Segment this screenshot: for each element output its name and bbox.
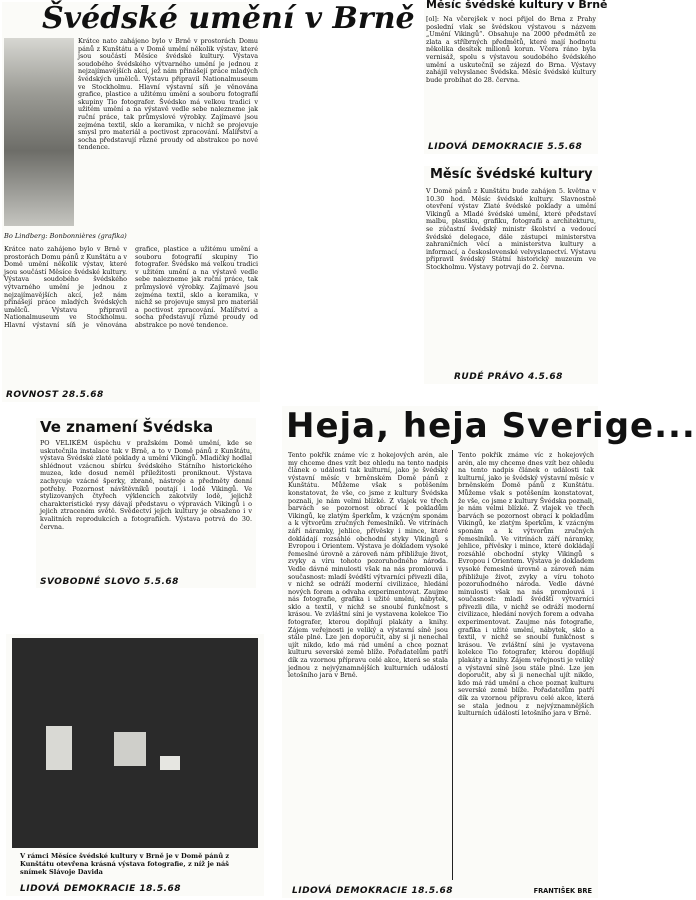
source-label: SVOBODNÉ SLOVO 5.5.68 xyxy=(40,577,179,587)
source-label: LIDOVÁ DEMOKRACIE 18.5.68 xyxy=(20,884,182,894)
source-label: LIDOVÁ DEMOKRACIE 18.5.68 xyxy=(292,886,454,896)
clipping-photo-vystava xyxy=(6,634,264,896)
source-label: ROVNOST 28.5.68 xyxy=(6,390,104,400)
author-label: FRANTIŠEK BRE xyxy=(533,887,592,895)
photo-caption: V rámci Měsíce švédské kultury v Brně je v Domě pánů z Kunštátu otevřena krásná výstava fotografie, z níž je náš snímek Slávoje Davida xyxy=(20,852,230,876)
article-body-continued: Krátce nato zahájeno bylo v Brně v prostorách Domu pánů z Kunštátu a v Domě umění několik výstav, které jsou součástí Měsíce švédské kultury. Výstava soudobého švédského výtvarného umění je jednou z nejzajímavějších akcí, jež nám přinášejí práce mladých švédských umělců. Výstavu připravil Nationalmuseum ve Stockholmu. Hlavní výstavní síň je věnována grafice, plastice a užitému umění a souboru fotografií skupiny Tio fotografer. Švédsko má velkou tradici v užitém umění a na výstavě vedle sebe nalezneme jak ruční práce, tak průmyslové výrobky. Zajímavé jsou zejména textil, sklo a keramika, v nichž se projevuje smysl pro materiál a poctivost zpracování. Malířství a socha představují různé proudy od abstrakce po nové tendence. xyxy=(4,245,258,329)
article-title: Měsíc švédské kultury v Brně xyxy=(426,0,608,11)
article-title: Švédské umění v Brně xyxy=(42,1,415,36)
article-body: Krátce nato zahájeno bylo v Brně v prostorách Domu pánů z Kunštátu a v Domě umění několik výstav, které jsou součástí Měsíce švédské kultury. Výstava soudobého švédského výtvarného umění je jednou z nejzajímavějších akcí, jež nám přinášejí práce mladých švédských umělců. Výstavu připravil Nationalmuseum ve Stockholmu. Hlavní výstavní síň je věnována grafice, plastice a užitému umění a souboru fotografií skupiny Tio fotografer. Švédsko má velkou tradici v užitém umění a na výstavě vedle sebe nalezneme jak ruční práce, tak průmyslové výrobky. Zajímavé jsou zejména textil, sklo a keramika, v nichž se projevuje smysl pro materiál a poctivost zpracování. Malířství a socha představují různé proudy od abstrakce po nové tendence. xyxy=(78,37,258,152)
article-body: V Domě pánů z Kunštátu bude zahájen 5. května v 10.30 hod. Měsíc švédské kultury. Slavnostně otevření výstav Zlaté švédské poklady a umění Vikingů a Mladé švédské umění, které představí malbu, plastiku, grafiku, fotografii a architekturu, se zúčastní švédský ministr školství a vedoucí švédské delegace, dále zástupci ministerstva zahraničních věcí a ministerstva kultury a informací, a československé velvyslanectví. Výstavu připravil švédský Státní historický muzeum ve Stockholmu. Výstavy potrvají do 2. června. xyxy=(426,187,596,271)
article-body: [ol]: Na včerejšek v noci přijel do Brna z Prahy poslední vlak se švédskou výstavou s názvem „Umění Vikingů“. Obsahuje na 2000 předmětů ze zlata a stříbrných předmětů, které mají hodnotu několika desítek milionů korun. Včera ráno byla vernisáž, spolu s výstavou soudobého švédského umění a uskutečnil se zájezd do Brna. Výstavy zahájil velvyslanec Švédska. Měsíc švédské kultury bude probíhat do 28. června. xyxy=(426,15,596,84)
article-title: Měsíc švédské kultury xyxy=(430,167,593,182)
source-label: RUDÉ PRÁVO 4.5.68 xyxy=(454,372,563,382)
photo-detail xyxy=(46,726,72,770)
clipping-ve-znameni-svedska xyxy=(36,418,256,588)
divider xyxy=(452,450,453,880)
article-body-continued: Tento pokřik známe víc z hokejových arén, ale my chceme dnes vzít bez ohledu na tento nadpis článek o události tak kulturní, jako je švédský výstavní měsíc v brněnském Domě pánů z Kunštátu. Můžeme však s potěšením konstatovat, že vše, co jsme z kultury Švédska poznali, je nám velmi blízké. Z vlajek ve třech barvách se pozornost obrací k pokladům Vikingů, ke zlatým šperkům, k vzácným sponám a k výtvorům zručných řemeslníků. Ve vitrínách září náramky, jehlice, přívěsky i mince, které dokládají rozsáhlé obchodní styky Vikingů s Evropou i Orientem. Výstava je dokladem vysoké řemeslné úrovně a zároveň nám přibližuje život, zvyky a víru tohoto pozoruhodného národa. Vedle dávné minulosti však na nás promlouvá i současnost: mladí švédští výtvarníci přivezli díla, v nichž se odráží moderní civilizace, hledání nových forem a odvaha experimentovat. Zaujme nás fotografie, grafika i užité umění, nábytek, sklo a textil, v nichž se snoubí funkčnost s krásou. Ve zvláštní síni je vystavena kolekce Tio fotografer, kterou doplňují plakáty a knihy. Zájem veřejnosti je veliký a výstavní síně jsou stále plné. Lze jen doporučit, aby si ji nenechal ujít nikdo, kdo má rád umění a chce poznat kulturu severské země blíže. Pořadatelům patří dík za vzornou přípravu celé akce, která se stala jednou z nejvýznamnějších kulturních událostí letošního jara v Brně. xyxy=(458,451,594,718)
photo-detail xyxy=(114,732,146,766)
clipping-mesic-svedske-kultury-v-brne xyxy=(424,0,608,154)
clipping-svedske-umeni-v-brne xyxy=(2,1,415,402)
clipping-mesic-svedske-kultury xyxy=(424,166,598,384)
clipping-heja-heja-sverige xyxy=(282,406,696,898)
article-title: Heja, heja Sverige... xyxy=(286,406,696,446)
article-body: Tento pokřik známe víc z hokejových arén, ale my chceme dnes vzít bez ohledu na tento nadpis článek o události tak kulturní, jako je švédský výstavní měsíc v brněnském Domě pánů z Kunštátu. Můžeme však s potěšením konstatovat, že vše, co jsme z kultury Švédska poznali, je nám velmi blízké. Z vlajek ve třech barvách se pozornost obrací k pokladům Vikingů, ke zlatým šperkům, k vzácným sponám a k výtvorům zručných řemeslníků. Ve vitrínách září náramky, jehlice, přívěsky i mince, které dokládají rozsáhlé obchodní styky Vikingů s Evropou i Orientem. Výstava je dokladem vysoké řemeslné úrovně a zároveň nám přibližuje život, zvyky a víru tohoto pozoruhodného národa. Vedle dávné minulosti však na nás promlouvá i současnost: mladí švédští výtvarníci přivezli díla, v nichž se odráží moderní civilizace, hledání nových forem a odvaha experimentovat. Zaujme nás fotografie, grafika i užité umění, nábytek, sklo a textil, v nichž se snoubí funkčnost s krásou. Ve zvláštní síni je vystavena kolekce Tio fotografer, kterou doplňují plakáty a knihy. Zájem veřejnosti je veliký a výstavní síně jsou stále plné. Lze jen doporučit, aby si ji nenechal ujít nikdo, kdo má rád umění a chce poznat kulturu severské země blíže. Pořadatelům patří dík za vzornou přípravu celé akce, která se stala jednou z nejvýznamnějších kulturních událostí letošního jara v Brně. xyxy=(288,451,448,680)
article-title: Ve znamení Švédska xyxy=(40,418,214,436)
source-label: LIDOVÁ DEMOKRACIE 5.5.68 xyxy=(428,142,583,152)
article-photo xyxy=(4,38,74,226)
photo-detail xyxy=(160,756,180,770)
photo-caption: Bo Lindberg: Bonbonnières (grafika) xyxy=(4,232,127,240)
article-body: PO VELIKÉM úspěchu v pražském Domě umění, kde se uskutečnila instalace tak v Brně, a to v Domě pánů z Kunštátu, výstava Švédské zlaté poklady a umění Vikingů. Mladičký hodlal shlédnout vzácnou sbírku švédského Státního historického muzea, kde dosud neměl příležitosti proniknout. Výstava zachycuje vzácné šperky, zbraně, nástroje a předměty denní potřeby. Pozornost návštěvníků poutají i lodě Vikingů. Ve stylizovaných čtyřech výklencích zakotvily lodě, jejichž charakteristické rysy dávají představu o výpravách Vikingů i o jejich ztraceném světě. Svědectví jejich kultury je obsaženo i v kvalitních reprodukcích a fotografiích. Výstava potrvá do 30. června. xyxy=(40,439,252,531)
